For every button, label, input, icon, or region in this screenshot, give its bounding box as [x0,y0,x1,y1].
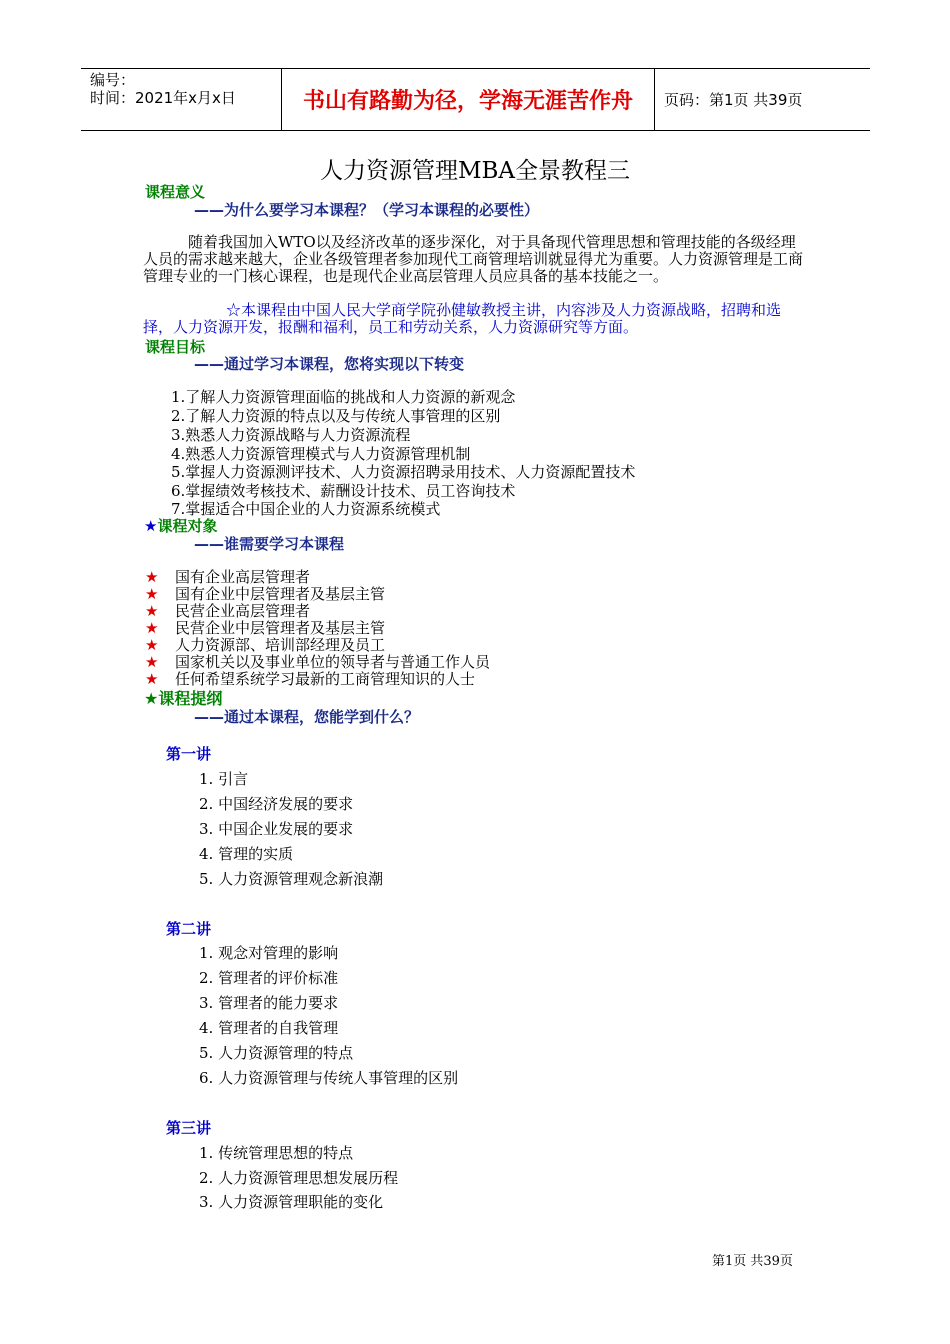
lecture-title: 第一讲 [166,745,212,763]
audience-item-text: 国家机关以及事业单位的领导者与普通工作人员 [175,653,491,671]
significance-subheading: ——为什么要学习本课程？（学习本课程的必要性） [194,201,540,219]
number-label: 编号： [90,71,136,89]
outline-subheading: ——通过本课程，您能学到什么？ [194,708,420,726]
star-bullet-icon: ★ [145,602,159,620]
lecture-item: 1. 传统管理思想的特点 [199,1144,354,1162]
star-bullet-icon: ★ [145,636,159,654]
star-icon: ★ [144,517,158,535]
star-icon: ★ [144,689,159,708]
audience-item-text: 国有企业中层管理者及基层主管 [175,585,386,603]
goal-item: 6.掌握绩效考核技术、薪酬设计技术、员工咨询技术 [171,482,516,500]
lecture-title: 第二讲 [166,920,212,938]
lecture-item: 5. 人力资源管理的特点 [199,1044,354,1062]
lecture-item: 5. 人力资源管理观念新浪潮 [199,870,384,888]
instructor-note: ☆本课程由中国人民大学商学院孙健敏教授主讲，内容涉及人力资源战略，招聘和选择，人力资源开发，报酬和福利，员工和劳动关系，人力资源研究等方面。 [143,301,782,336]
star-bullet-icon: ★ [145,653,159,671]
lecture-item: 4. 管理者的自我管理 [199,1019,339,1037]
lecture-item: 2. 中国经济发展的要求 [199,795,354,813]
lecture-title: 第三讲 [166,1119,212,1137]
header-meta [81,69,282,130]
significance-paragraph: 随着我国加入WTO以及经济改革的逐步深化，对于具备现代管理思想和管理技能的各级经理人员的需求越来越大，企业各级管理者参加现代工商管理培训就显得尤为重要。人力资源管理是工商管理专业的一门核心课程，也是现代企业高层管理人员应具备的基本技能之一。 [143,233,804,285]
time-label: 时间：2021年x月x日 [90,89,236,107]
star-bullet-icon: ★ [145,619,159,637]
star-bullet-icon: ★ [145,585,159,603]
lecture-item: 2. 人力资源管理思想发展历程 [199,1169,399,1187]
goals-subheading: ——通过学习本课程，您将实现以下转变 [194,355,465,373]
page-info-text: 页码：第1页 共39页 [664,91,803,109]
goal-item: 3.熟悉人力资源战略与人力资源流程 [171,426,411,444]
goal-item: 5.掌握人力资源测评技术、人力资源招聘录用技术、人力资源配置技术 [171,463,636,481]
audience-item-text: 国有企业高层管理者 [175,568,311,586]
lecture-item: 2. 管理者的评价标准 [199,969,339,987]
header-motto: 书山有路勤为径，学海无涯苦作舟 [282,69,655,130]
goal-item: 1.了解人力资源管理面临的挑战和人力资源的新观念 [171,388,516,406]
document-title: 人力资源管理MBA全景教程三 [319,158,631,184]
star-bullet-icon: ★ [145,568,159,586]
goal-item: 2.了解人力资源的特点以及与传统人事管理的区别 [171,407,501,425]
goals-heading: 课程目标 [145,338,206,356]
lecture-item: 6. 人力资源管理与传统人事管理的区别 [199,1069,459,1087]
goal-item: 7.掌握适合中国企业的人力资源系统模式 [171,500,441,518]
star-bullet-icon: ★ [145,670,159,688]
goal-item: 4.熟悉人力资源管理模式与人力资源管理机制 [171,445,471,463]
lecture-item: 3. 中国企业发展的要求 [199,820,354,838]
lecture-item: 1. 观念对管理的影响 [199,944,339,962]
outline-heading: 课程提纲 [158,689,223,708]
audience-item-text: 民营企业中层管理者及基层主管 [175,619,386,637]
lecture-item: 3. 管理者的能力要求 [199,994,339,1012]
audience-item-text: 民营企业高层管理者 [175,602,311,620]
audience-subheading: ——谁需要学习本课程 [194,535,345,553]
audience-item-text: 人力资源部、培训部经理及员工 [175,636,386,654]
lecture-item: 1. 引言 [199,770,249,788]
lecture-item: 4. 管理的实质 [199,845,294,863]
significance-heading: 课程意义 [145,183,206,201]
lecture-item: 3. 人力资源管理职能的变化 [199,1193,384,1211]
page-footer: 第1页 共39页 [712,1254,793,1269]
page-header [81,68,870,131]
audience-heading: 课程对象 [157,517,218,535]
header-page-info [655,69,870,130]
audience-item-text: 任何希望系统学习最新的工商管理知识的人士 [175,670,476,688]
